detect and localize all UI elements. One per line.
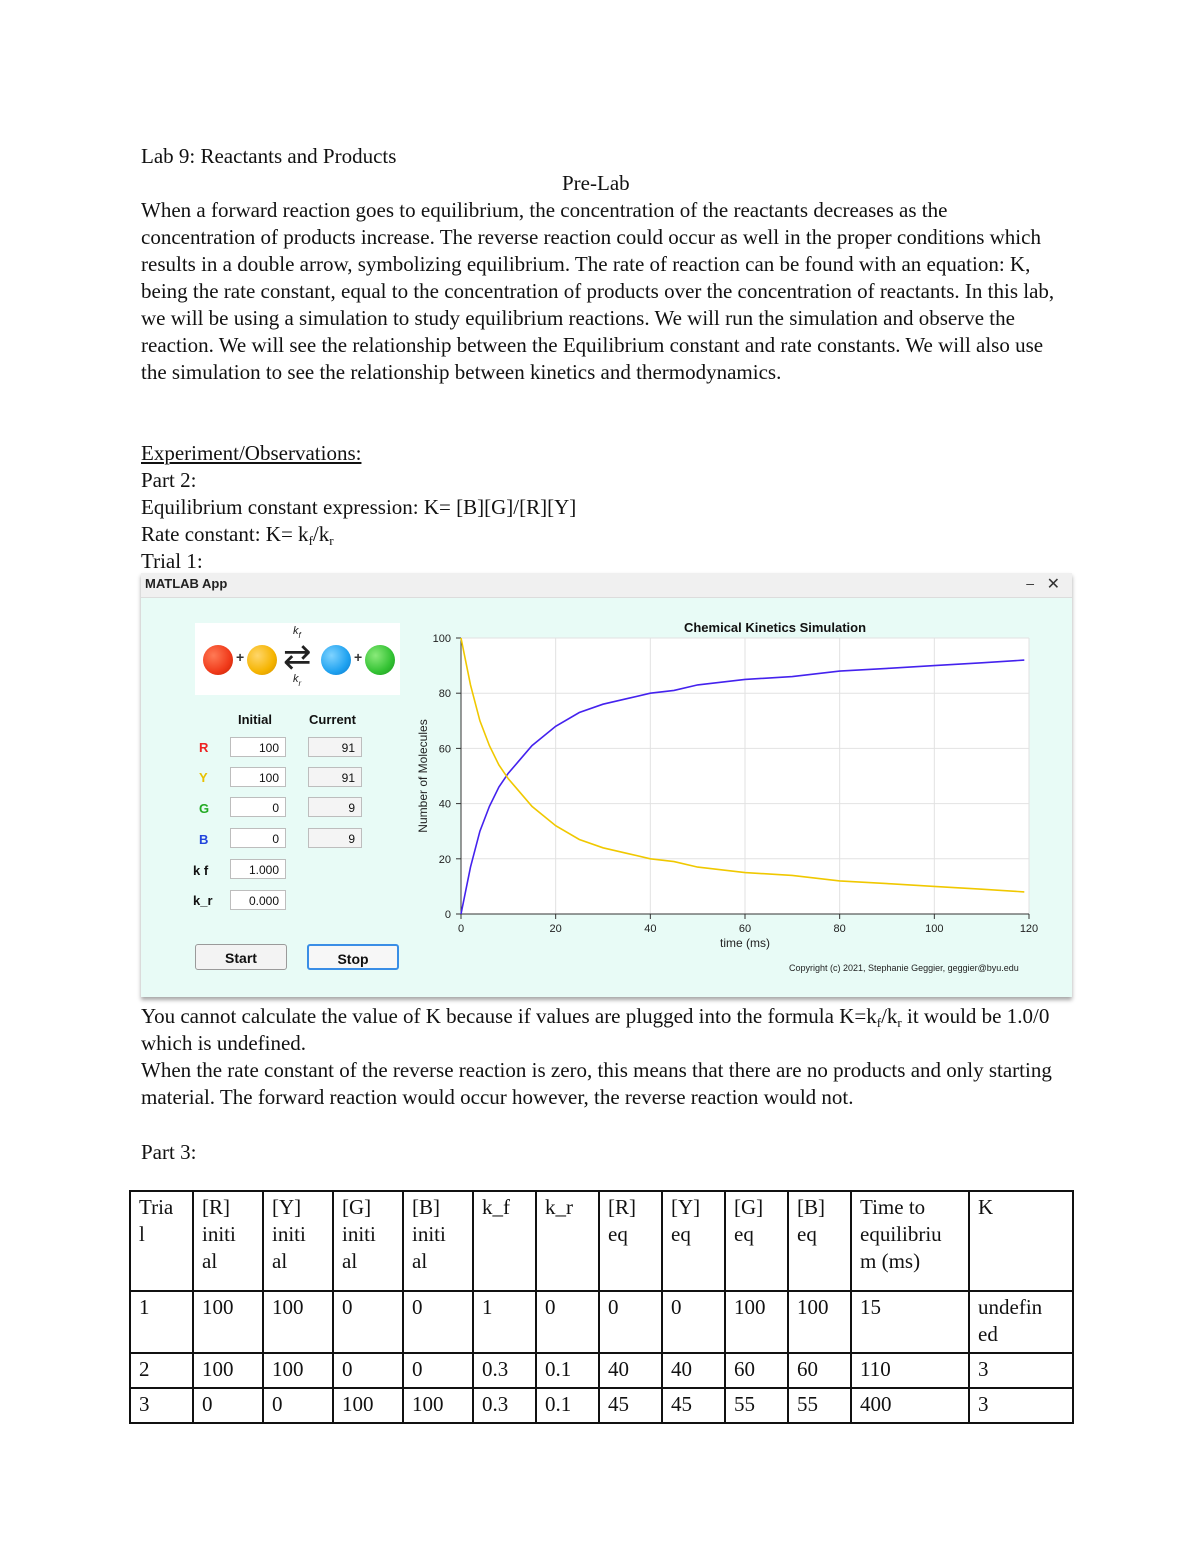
chart-title: Chemical Kinetics Simulation xyxy=(683,620,867,635)
table-cell: 3 xyxy=(969,1388,1073,1423)
table-cell: 60 xyxy=(788,1353,851,1388)
table-cell: 55 xyxy=(788,1388,851,1423)
equilibrium-arrows-icon: ⇄ xyxy=(283,638,312,676)
g-current-field: 9 xyxy=(308,797,362,817)
y-tick-label: 0 xyxy=(444,909,451,921)
plus-sign: + xyxy=(354,649,363,665)
plus-sign: + xyxy=(236,649,245,665)
yellow-molecule-icon xyxy=(247,645,277,675)
x-tick-label: 100 xyxy=(925,923,944,935)
table-cell: 0 xyxy=(333,1291,403,1353)
minimize-icon[interactable]: – xyxy=(1026,575,1034,591)
table-header-cell: [G] initi al xyxy=(333,1191,403,1291)
table-cell: 3 xyxy=(969,1353,1073,1388)
y-initial-input[interactable]: 100 xyxy=(230,767,286,787)
table-cell: 55 xyxy=(725,1388,788,1423)
x-tick-label: 0 xyxy=(457,923,465,935)
table-cell: 400 xyxy=(851,1388,969,1423)
y-current-field: 91 xyxy=(308,767,362,787)
intro-paragraph: When a forward reaction goes to equilibrium, the concentration of the reactants decreases as the concentration of products increase. The reverse reaction could occur as well in the proper conditions which results in a double arrow, symbolizing equilibrium. The rate of reaction can be found with an equation: K, being the rate constant, equal to the concentration of products over the concentration of reactants. In this lab, we will be using a simulation to study equilibrium reactions. We will run the simulation and observe the reaction. We will see the relationship between the Equilibrium constant and rate constants. We will also use the simulation to see the relationship between kinetics and thermodynamics. xyxy=(141,198,1055,384)
table-row xyxy=(130,1353,1073,1388)
table-header-cell: [B] eq xyxy=(788,1191,851,1291)
document-title: Lab 9: Reactants and Products xyxy=(141,144,397,168)
x-tick-label: 60 xyxy=(738,923,752,935)
start-button[interactable]: Start xyxy=(195,944,287,970)
initial-header: Initial xyxy=(238,712,272,727)
r-initial-input[interactable]: 100 xyxy=(230,737,286,757)
y-tick-label: 40 xyxy=(438,798,451,811)
table-cell: 0 xyxy=(263,1388,333,1423)
y-axis-label: Number of Molecules xyxy=(416,719,430,833)
table-cell: 100 xyxy=(263,1291,333,1353)
b-initial-input[interactable]: 0 xyxy=(230,828,286,848)
table-cell: 3 xyxy=(130,1388,193,1423)
table-cell: 100 xyxy=(788,1291,851,1353)
table-cell: 100 xyxy=(193,1353,263,1388)
x-tick-label: 120 xyxy=(1019,923,1039,935)
table-cell: 40 xyxy=(599,1353,662,1388)
kf-symbol: $k_f$ xyxy=(293,625,301,640)
table-cell: 0 xyxy=(403,1353,473,1388)
table-cell: 1 xyxy=(473,1291,536,1353)
table-header-cell: [R] eq xyxy=(599,1191,662,1291)
table-row xyxy=(130,1291,1073,1353)
table-cell: undefin ed xyxy=(969,1291,1073,1353)
section-subtitle: Pre-Lab xyxy=(562,171,630,195)
table-cell: 0.1 xyxy=(536,1388,599,1423)
equilibrium-expression: Equilibrium constant expression: K= [B][G]/[R][Y] xyxy=(141,495,577,519)
y-tick-label: 60 xyxy=(438,743,451,756)
kf-label: k f xyxy=(193,863,209,878)
table-header-cell: k_r xyxy=(536,1191,599,1291)
table-cell: 100 xyxy=(263,1353,333,1388)
experiment-heading: Experiment/Observations: xyxy=(141,441,362,465)
table-cell: 1 xyxy=(130,1291,193,1353)
green-molecule-icon xyxy=(365,645,395,675)
table-cell: 0 xyxy=(403,1291,473,1353)
row-label-g: G xyxy=(199,801,210,816)
table-cell: 45 xyxy=(599,1388,662,1423)
red-molecule-icon xyxy=(203,645,233,675)
table-cell: 100 xyxy=(193,1291,263,1353)
y-tick-label: 100 xyxy=(432,633,451,645)
x-axis-label: time (ms) xyxy=(720,936,770,950)
table-header-cell: Time to equilibriu m (ms) xyxy=(851,1191,969,1291)
trial1-label: Trial 1: xyxy=(141,549,203,573)
matlab-app-window xyxy=(141,573,1072,997)
table-header-cell: [R] initi al xyxy=(193,1191,263,1291)
reaction-diagram xyxy=(195,623,400,695)
table-header-cell: K xyxy=(969,1191,1073,1291)
kf-input[interactable]: 1.000 xyxy=(230,859,286,879)
table-cell: 110 xyxy=(851,1353,969,1388)
table-header-cell: [G] eq xyxy=(725,1191,788,1291)
table-header-cell: Tria l xyxy=(130,1191,193,1291)
current-header: Current xyxy=(309,712,356,727)
x-tick-label: 80 xyxy=(833,923,846,935)
table-header-cell: [B] initi al xyxy=(403,1191,473,1291)
y-tick-label: 20 xyxy=(438,853,451,866)
kr-input[interactable]: 0.000 xyxy=(230,890,286,910)
table-cell: 0.3 xyxy=(473,1388,536,1423)
table-cell: 0 xyxy=(599,1291,662,1353)
table-header-cell: [Y] initi al xyxy=(263,1191,333,1291)
table-header-cell: k_f xyxy=(473,1191,536,1291)
blue-molecule-icon xyxy=(321,645,351,675)
table-cell: 0.1 xyxy=(536,1353,599,1388)
table-cell: 0 xyxy=(662,1291,725,1353)
table-cell: 0 xyxy=(333,1353,403,1388)
kr-label: k_r xyxy=(193,893,213,908)
table-cell: 60 xyxy=(725,1353,788,1388)
table-cell: 100 xyxy=(725,1291,788,1353)
results-table xyxy=(129,1190,1074,1424)
table-cell: 100 xyxy=(403,1388,473,1423)
x-tick-label: 20 xyxy=(549,923,562,935)
rate-constant-line: Rate constant: $K= k_f/k_r$ xyxy=(141,522,334,548)
table-cell: 45 xyxy=(662,1388,725,1423)
x-tick-label: 40 xyxy=(644,923,657,935)
row-label-b: B xyxy=(199,832,209,847)
row-label-r: R xyxy=(199,740,209,755)
window-titlebar xyxy=(141,573,1072,598)
part2-label: Part 2: xyxy=(141,468,197,492)
window-title: MATLAB App xyxy=(145,576,228,591)
table-header-cell: [Y] eq xyxy=(662,1191,725,1291)
kinetics-chart xyxy=(399,613,1059,953)
table-cell: 0 xyxy=(536,1291,599,1353)
table-row xyxy=(130,1388,1073,1423)
kr-symbol: $k_r$ xyxy=(293,673,302,688)
row-label-y: Y xyxy=(199,770,208,785)
close-icon[interactable]: ✕ xyxy=(1046,576,1060,593)
part3-label: Part 3: xyxy=(141,1140,197,1164)
table-cell: 100 xyxy=(333,1388,403,1423)
b-current-field: 9 xyxy=(308,828,362,848)
observation-2: When the rate constant of the reverse reaction is zero, this means that there are no products and only starting material. The forward reaction would occur however, the reverse reaction would not. xyxy=(141,1058,1052,1109)
y-tick-label: 80 xyxy=(438,688,451,701)
stop-button[interactable]: Stop xyxy=(307,944,399,970)
g-initial-input[interactable]: 0 xyxy=(230,797,286,817)
copyright-text: Copyright (c) 2021, Stephanie Geggier, geggier@byu.edu xyxy=(789,963,1019,973)
table-cell: 15 xyxy=(851,1291,969,1353)
table-cell: 0 xyxy=(193,1388,263,1423)
table-cell: 2 xyxy=(130,1353,193,1388)
table-cell: 0.3 xyxy=(473,1353,536,1388)
table-cell: 40 xyxy=(662,1353,725,1388)
table-header-row xyxy=(130,1191,1073,1291)
r-current-field: 91 xyxy=(308,737,362,757)
observation-1: You cannot calculate the value of K because if values are plugged into the formula $K=k_f/k_r$ it would be 1.0/0 which is undefined. xyxy=(141,1004,1050,1055)
